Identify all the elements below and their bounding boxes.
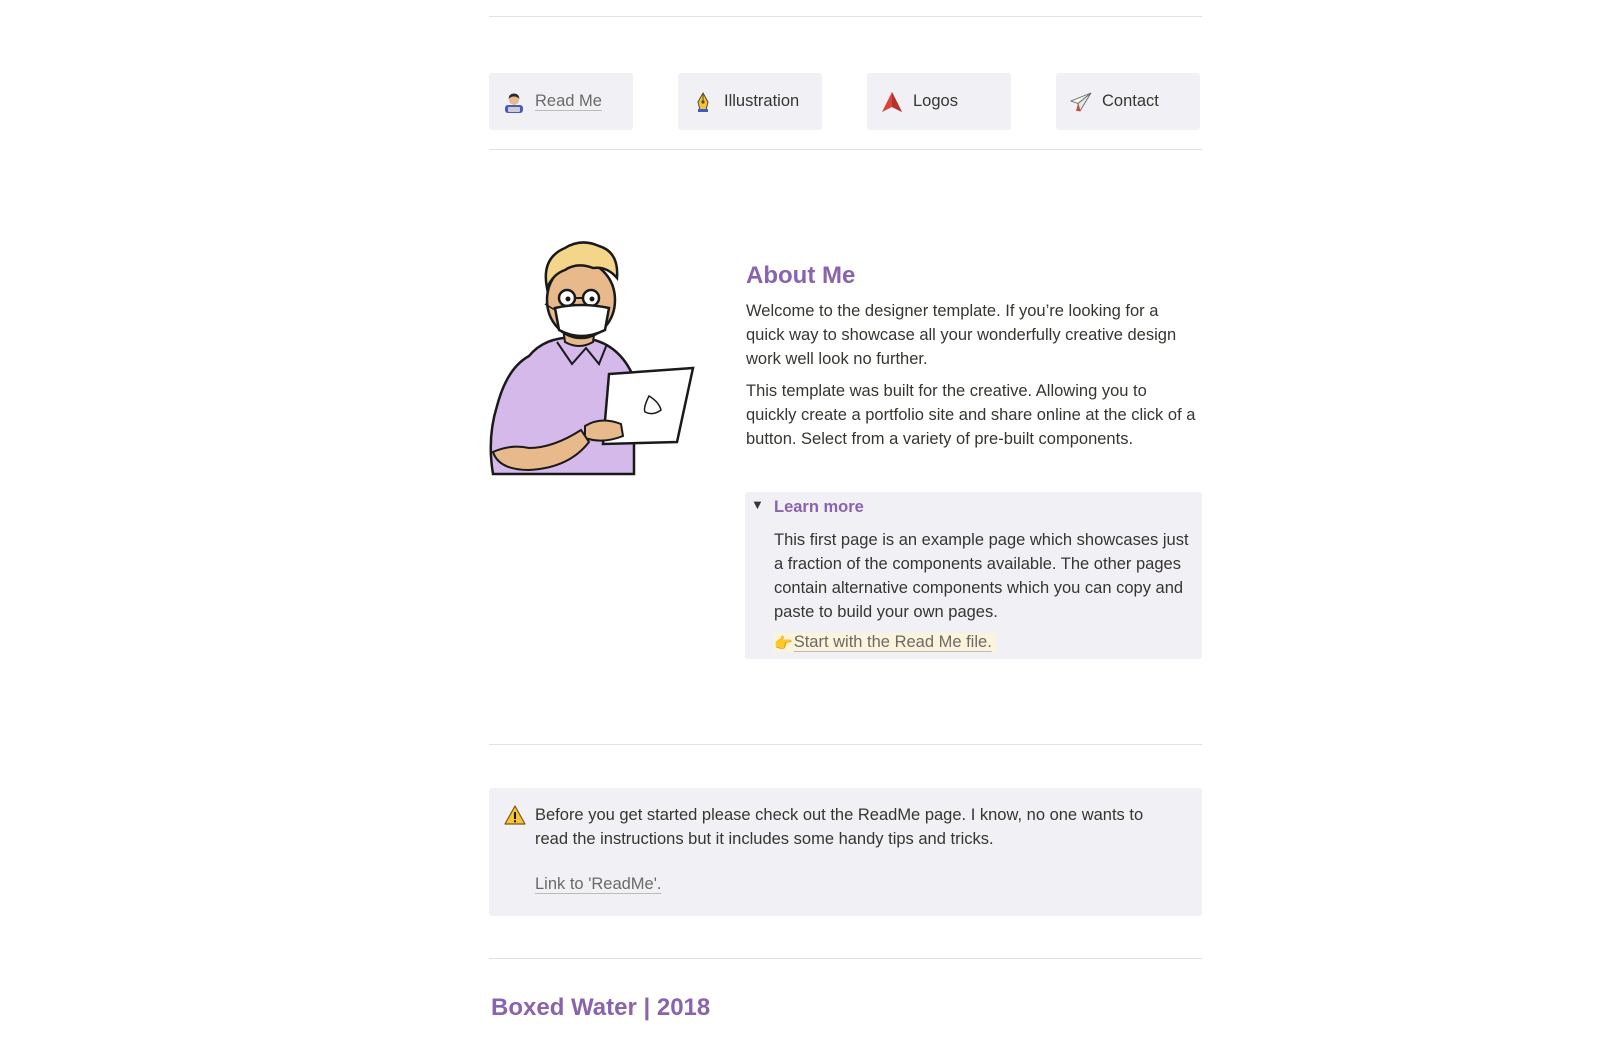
about-title: About Me xyxy=(746,262,856,289)
nav-label-logos: Logos xyxy=(913,92,958,110)
callout-divider xyxy=(489,958,1202,959)
person-technologist-icon xyxy=(503,91,525,113)
callout-text: Before you get started please check out the ReadMe page. I know, no one wants to read the instructions but it includes some handy tips and tricks. xyxy=(535,806,1144,848)
about-paragraph-2: This template was built for the creative. Allowing you to quickly create a portfolio site and share online at the click of a button. Select from a variety of pre-built components. xyxy=(746,382,1196,448)
top-divider xyxy=(489,16,1202,17)
paper-plane-icon xyxy=(1070,91,1092,113)
about-divider xyxy=(489,744,1202,745)
nav-label-contact: Contact xyxy=(1102,92,1159,110)
red-triangle-icon xyxy=(881,91,903,113)
toggle-triangle-icon[interactable]: ▼ xyxy=(751,497,764,512)
nav-button-contact[interactable] xyxy=(1056,73,1200,130)
nav-label-illustration: Illustration xyxy=(724,92,800,110)
readme-callout xyxy=(489,788,1202,916)
nav-label-read-me[interactable]: Read Me xyxy=(535,92,602,110)
nav-button-read-me[interactable] xyxy=(489,73,633,130)
about-paragraph-1: Welcome to the designer template. If you’re looking for a quick way to showcase all your wonderfully creative design work well look no further. xyxy=(746,302,1177,368)
warning-icon xyxy=(504,805,526,825)
nav-divider xyxy=(489,149,1202,150)
toggle-heading[interactable]: Learn more xyxy=(774,498,864,516)
project-title: Boxed Water | 2018 xyxy=(491,994,711,1021)
designer-illustration xyxy=(489,238,699,483)
nav-button-illustration[interactable] xyxy=(678,73,822,130)
fountain-pen-icon xyxy=(692,91,714,113)
readme-link[interactable]: Link to 'ReadMe'. xyxy=(535,875,662,893)
nav-button-logos[interactable] xyxy=(867,73,1011,130)
read-me-cta-link[interactable]: Start with the Read Me file. xyxy=(793,633,992,651)
learn-more-toggle xyxy=(745,492,1202,659)
read-me-cta[interactable] xyxy=(774,633,996,652)
pointing-hand-icon: 👉 xyxy=(774,634,793,652)
toggle-body: This first page is an example page which showcases just a fraction of the components available. The other pages contain alternative components which you can copy and paste to build your own pages. xyxy=(774,531,1189,621)
